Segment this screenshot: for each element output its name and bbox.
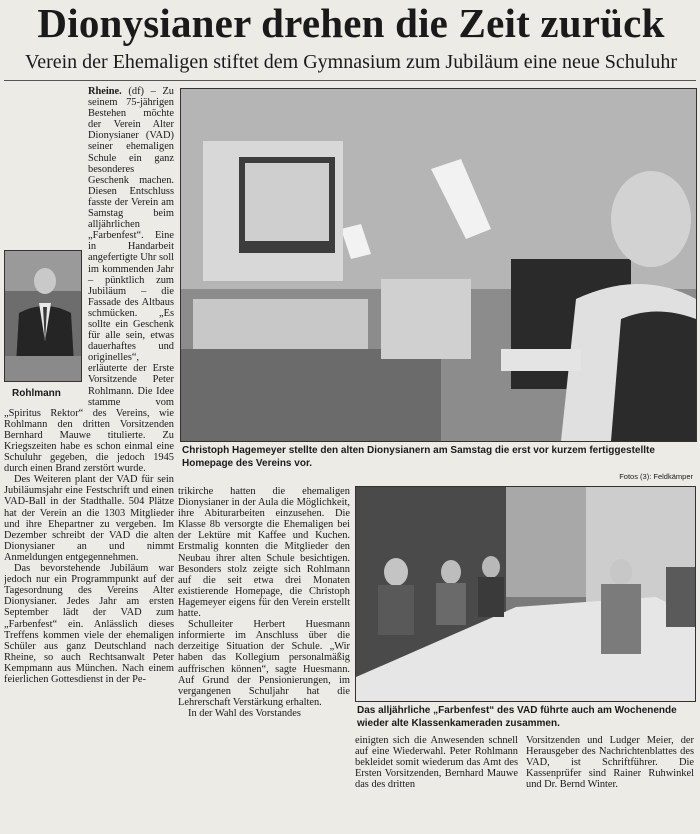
article-column-1: [4, 86, 174, 830]
col4-paragraph-1: Vorsitzenden und Ludger Meier, der Herausgeber des Nachrichtenblattes des VAD, ist Schriftführer. Die Kassenprüfer sind Rainer Ruhwinkel und Dr. Bernd Winter.: [526, 735, 694, 791]
photo-credit: Fotos (3): Feldkämper: [619, 472, 693, 481]
article-column-3: [355, 735, 518, 830]
col2-paragraph-3: In der Wahl des Vorstandes: [188, 707, 301, 719]
second-photo: [355, 486, 696, 702]
dateline: Rheine.: [88, 86, 122, 97]
col2-paragraph-2: Schulleiter Herbert Huesmann informierte im Anschluss über die derzeitige Situation der Schule. „Wir haben das Kollegium personalmäßig auffrischen können“, sagte Huesmann. Auf Grund der Pensionierungen, im vergangenen Schuljahr hat die Lehrerschaft Verstärkung erhalten.: [178, 619, 350, 708]
article-column-2: [178, 486, 350, 830]
second-photo-caption: Das alljährliche „Farbenfest“ des VAD führte auch am Wochenende wieder alte Klassenkameraden zusammen.: [357, 705, 677, 729]
portrait-caption: Rohlmann: [12, 388, 61, 399]
paragraph-3: Das bevorstehende Jubiläum war jedoch nur ein Programmpunkt auf der Tagesordnung des Vereins Alter Dionysianer. Jedes Jahr am ersten September lädt der VAD zum „Farbenfest“ ein. Anlässlich dieses Treffens kommen viele der ehemaligen Schüler aus ganz Deutschland nach Rheine, so auch Rechtsanwalt Peter Kempmann aus München. Nach einem feierlichen Gottesdienst in der Pe-: [4, 563, 174, 685]
intro-text: (df) – Zu seinem 75-jährigen Bestehen möchte der Verein Alter Dionysianer (VAD) seiner ehemaligen Schule ein ganz besonderes Geschenk machen. Diesen Entschluss fasste der Verein am Samstag beim alljährlichen „Farbenfest“. Eine in Handarbeit angefertigte Uhr soll im kommenden Jahr – pünktlich zum Jubiläum – die Fassade des Altbaus schmücken. „Es sollte ein Geschenk für alle sein, etwas dauerhaftes und originelles“, erläuterte der Erste Vorsitzende Peter Rohlmann. Die Idee stamme vom „Spiritus Rektor“ des Vereins, wie Rohlmann den dritten Vorsitzenden Bernhard Mauwe titulierte. Zu Kriegszeiten habe es schon einmal eine Schuluhr gegeben, die jedoch 1945 durch einen Brand zerstört wurde.: [4, 86, 174, 475]
portrait-photo: [4, 250, 82, 382]
article-column-4: [526, 735, 694, 830]
headline: Dionysianer drehen die Zeit zurück: [37, 0, 665, 46]
main-photo: [180, 88, 697, 442]
paragraph-2: Des Weiteren plant der VAD für sein Jubiläumsjahr eine Festschrift und einen VAD-Ball in der Stadthalle. 504 Plätze hat der Verein an die 1303 Mitglieder und ihre Ehepartner zu vergeben. Im Dezember schreibt der VAD die alten Dionysianer an und nimmt Anmeldungen entgegennehmen.: [4, 474, 174, 563]
col2-paragraph-1: trikirche hatten die ehemaligen Dionysianer in der Aula die Möglichkeit, ihre Abiturarbeiten einzusehen. Die Klasse 8b versorgte die Ehemaligen bei der Lektüre mit Kaffee und Kuchen. Erstmalig konnten die Mitglieder den Neubau ihrer alten Schule besichtigen. Besonders stolz zeigte sich Rohlmann auf die seit etwa drei Monaten existierende Homepage, die Christoph Hagemeyer eigens für den Verein erstellt hatte.: [178, 486, 350, 620]
main-photo-caption: Christoph Hagemeyer stellte den alten Dionysianern am Samstag die erst vor kurzem fertiggestellte Homepage des Vereins vor.: [182, 445, 655, 469]
subheadline: Verein der Ehemaligen stiftet dem Gymnasium zum Jubiläum eine neue Schuluhr: [24, 51, 678, 73]
col3-paragraph-1: einigten sich die Anwesenden schnell auf eine Wiederwahl. Peter Rohlmann bekleidet somit wiederum das Amt des Ersten Vorsitzenden, Bernhard Mauwe das des dritten: [355, 735, 518, 791]
top-rule: [4, 80, 696, 81]
